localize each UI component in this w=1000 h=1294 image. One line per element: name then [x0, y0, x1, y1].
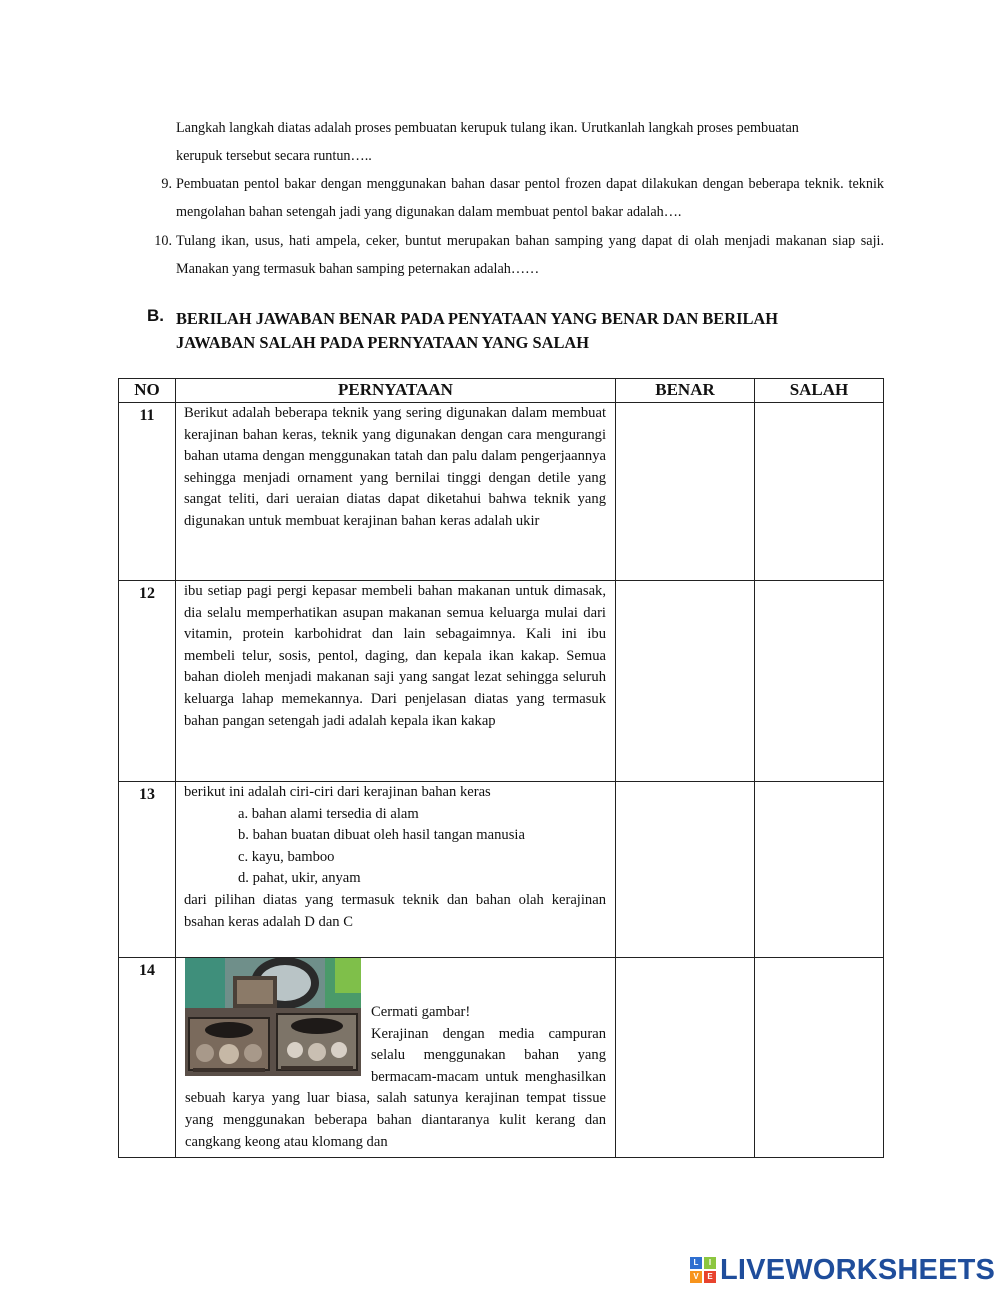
table-row	[119, 581, 884, 782]
liveworksheets-logo	[690, 1255, 995, 1285]
statement-text: Berikut adalah beberapa teknik yang sering digunakan dalam membuat kerajinan bahan keras, teknik yang digunakan dengan cara mengurangi bahan utama dengan menggunakan tatah dan palu dalam pengerjaannya sehingga menjadi ornament yang bernilai tinggi dengan detile yang sangat teliti, dari ueraian diatas dapat diketahui bahwa teknik yang digunakan untuk membuat kerajinan bahan keras adalah ukir	[176, 403, 616, 581]
row-number: 13	[119, 782, 176, 958]
brand-name: LIVEWORKSHEETS	[720, 1253, 996, 1286]
option-b: b. bahan buatan dibuat oleh hasil tangan manusia	[238, 827, 525, 844]
table-row	[119, 403, 884, 581]
row-number: 11	[119, 403, 176, 581]
statement-intro: berikut ini adalah ciri-ciri dari kerajinan bahan keras	[184, 784, 491, 800]
table-row	[119, 958, 884, 1158]
answer-false-cell[interactable]	[755, 958, 884, 1158]
option-c: c. kayu, bamboo	[238, 848, 335, 865]
option-a: a. bahan alami tersedia di alam	[238, 805, 419, 822]
answer-true-cell[interactable]	[616, 403, 755, 581]
option-d: d. pahat, ukir, anyam	[238, 870, 361, 887]
statement-text: ibu setiap pagi pergi kepasar membeli bahan makanan untuk dimasak, dia selalu memperhatikan asupan makanan semua keluarga mulai dari vitamin, protein karbohidrat dan lain sebagaimnya. Kali ini ibu membeli telur, sosis, pentol, daging, dan kepala ikan kakap. Semua bahan dioleh menjadi makanan saji yang sangat lezat sehingga seluruh keluarga lahap memekannya. Dari penjelasan diatas yang termasuk bahan pangan setengah jadi adalah kepala ikan kakap	[176, 581, 616, 782]
header-no: NO	[119, 379, 176, 403]
answer-true-cell[interactable]	[616, 958, 755, 1158]
row-number: 14	[119, 958, 176, 1158]
intro-line-1: Langkah langkah diatas adalah proses pembuatan kerupuk tulang ikan. Urutkanlah langkah proses pembuatan	[176, 120, 799, 136]
statement-text	[176, 958, 616, 1158]
statement-outro: dari pilihan diatas yang termasuk teknik dan bahan olah kerajinan bsahan keras adalah D dan C	[184, 891, 606, 930]
question-9-text: Pembuatan pentol bakar dengan menggunakan bahan dasar pentol frozen dapat dilakukan dengan beberapa teknik. teknik mengolahan bahan setengah jadi yang digunakan dalam membuat pentol bakar adalah….	[176, 176, 884, 220]
true-false-table	[118, 378, 884, 1158]
statement-text	[176, 782, 616, 958]
liveworksheets-logo-icon: L I V E	[690, 1257, 716, 1283]
answer-false-cell[interactable]	[755, 782, 884, 958]
question-10-number: 10.	[154, 233, 172, 249]
header-statement: PERNYATAAN	[176, 379, 616, 403]
intro-text	[176, 114, 884, 170]
question-10-text: Tulang ikan, usus, hati ampela, ceker, buntut merupakan bahan samping yang dapat di olah menjadi makanan siap saji. Manakan yang termasuk bahan samping peternakan adalah……	[176, 233, 884, 277]
statement-body: Kerajinan dengan media campuran selalu menggunakan bahan yang bermacam-macam untuk menghasilkan sebuah karya yang luar biasa, salah satunya kerajinan tempat tissue yang menggunakan beberapa bahan diantaranya kulit kerang dan cangkang keong atau klomang dan	[185, 1025, 606, 1150]
section-title	[176, 307, 896, 355]
header-false: SALAH	[755, 379, 884, 403]
section-title-line-1: BERILAH JAWABAN BENAR PADA PENYATAAN YANG BENAR DAN BERILAH	[176, 309, 778, 328]
row-number: 12	[119, 581, 176, 782]
header-true: BENAR	[616, 379, 755, 403]
section-letter: B.	[147, 306, 164, 325]
answer-true-cell[interactable]	[616, 581, 755, 782]
intro-line-2: kerupuk tersebut secara runtun…..	[176, 148, 372, 164]
section-title-line-2: JAWABAN SALAH PADA PERNYATAAN YANG SALAH	[176, 333, 590, 352]
question-9-number: 9.	[161, 176, 172, 192]
answer-true-cell[interactable]	[616, 782, 755, 958]
answer-false-cell[interactable]	[755, 403, 884, 581]
tissue-box-photo	[185, 958, 361, 1076]
table-row	[119, 782, 884, 958]
statement-lead: Cermati gambar!	[371, 1004, 471, 1020]
table-header-row	[119, 379, 884, 403]
tissue-box-craft-image	[185, 958, 361, 1076]
answer-false-cell[interactable]	[755, 581, 884, 782]
